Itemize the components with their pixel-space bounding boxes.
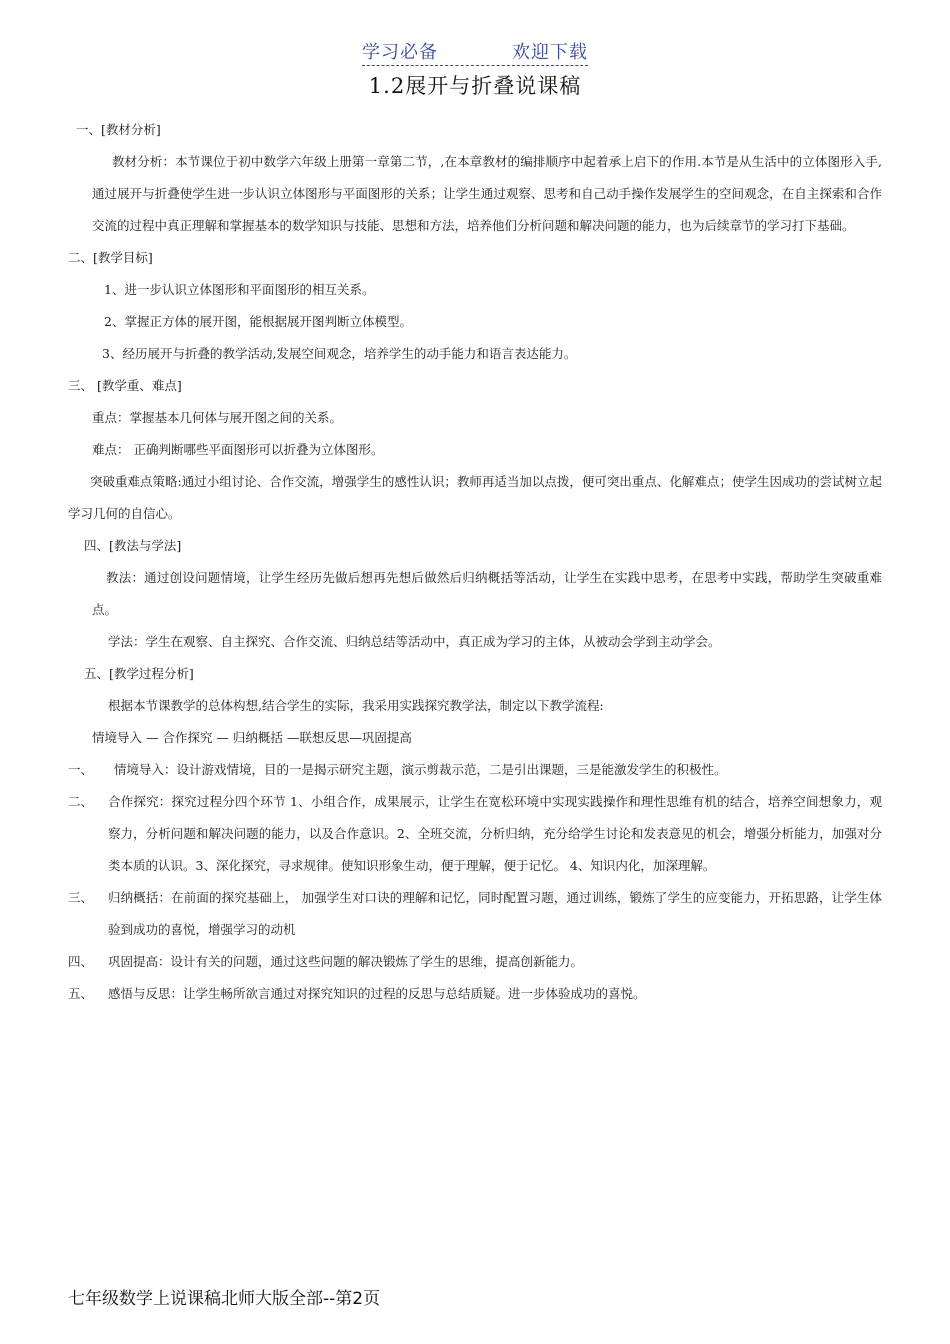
step-text: 归纳概括：在前面的探究基础上， 加强学生对口诀的理解和记忆，同时配置习题，通过训练，锻炼了学生的应变能力，开拓思路，让学生体验到成功的喜悦，增强学习的动机 [108,890,882,937]
teaching-method-paragraph: 教法：通过创设问题情境，让学生经历先做后想再先想后做然后归纳概括等活动，让学生在实践中思考，在思考中实践，帮助学生突破重难点。 [92,570,882,617]
process-intro-text: 根据本节课教学的总体构想,结合学生的实际，我采用实践探究教学法，制定以下教学流程: [108,698,604,713]
step-number: 五、 [68,986,94,1001]
learning-method-text: 学法：学生在观察、自主探究、合作交流、归纳总结等活动中，真正成为学习的主体，从被动会学到主动学会。 [108,634,721,649]
materials-paragraph: 教材分析：本节课位于初中数学六年级上册第一章第二节，,在本章教材的编排顺序中起着承上启下的作用.本节是从生活中的立体图形入手,通过展开与折叠使学生进一步认识立体图形与平面图形的关系；让学生通过观察、思考和自己动手操作发展学生的空间观念，在自主探索和合作交流的过程中真正理解和掌握基本的数学知识与技能、思想和方法，培养他们分析问题和解决问题的能力，也为后续章节的学习打下基础。 [92,154,882,233]
objective-item: 3、经历展开与折叠的教学活动,发展空间观念，培养学生的动手能力和语言表达能力。 [102,346,577,361]
document-body [0,114,950,1010]
process-step [68,978,882,1010]
document-title: 1.2展开与折叠说课稿 [368,74,582,98]
process-flow-text: 情境导入 — 合作探究 — 归纳概括 —联想反思—巩固提高 [92,730,412,745]
step-text: 合作探究：探究过程分四个环节 1、小组合作，成果展示，让学生在宽松环境中实现实践操作和理性思维有机的结合，培养空间想象力，观察力，分析问题和解决问题的能力，以及合作意识。2、全班交流，分析归纳，充分给学生讨论和发表意见的机会，增强分析能力，加强对分类本质的认识。3、深化探究，寻求规律。使知识形象生动，便于理解，便于记忆。 4、知识内化，加深理解。 [108,794,882,873]
objective-item: 2、掌握正方体的展开图，能根据展开图判断立体模型。 [104,314,412,329]
section-heading-process: 五、[教学过程分析] [84,666,194,681]
objective-item: 1、进一步认识立体图形和平面图形的相互关系。 [104,282,375,297]
step-number: 四、 [68,954,94,969]
process-step [68,754,882,786]
header-dash-line [440,44,510,66]
page-footer: 七年级数学上说课稿北师大版全部--第2页 [68,1289,381,1309]
section-heading-materials: 一、[教材分析] [76,122,161,137]
step-number: 三、 [68,890,94,905]
section-heading-methods: 四、[教法与学法] [84,538,182,553]
section-heading-objectives: 二、[教学目标] [68,250,153,265]
page-header [0,38,950,66]
section-heading-key-points: 三、 [教学重、难点] [68,378,182,393]
header-right-text: 欢迎下载 [512,38,588,66]
header-left-text: 学习必备 [362,38,438,66]
step-text: 巩固提高：设计有关的问题，通过这些问题的解决锻炼了学生的思维，提高创新能力。 [108,954,584,969]
step-text: 情境导入：设计游戏情境，目的一是揭示研究主题，演示剪裁示范，二是引出课题，三是能激发学生的积极性。 [114,762,727,777]
step-number: 二、 [68,794,94,809]
strategy-paragraph: 突破重难点策略:通过小组讨论、合作交流，增强学生的感性认识；教师再适当加以点拨，便可突出重点、化解难点；使学生因成功的尝试树立起学习几何的自信心。 [68,474,882,521]
step-text: 感悟与反思：让学生畅所欲言通过对探究知识的过程的反思与总结质疑。进一步体验成功的喜悦。 [108,986,646,1001]
process-step [68,946,882,978]
process-step [68,882,882,946]
difficult-point-text: 难点： 正确判断哪些平面图形可以折叠为立体图形。 [92,442,384,457]
process-step [68,786,882,882]
step-number: 一、 [68,762,94,777]
key-point-text: 重点：掌握基本几何体与展开图之间的关系。 [92,410,343,425]
